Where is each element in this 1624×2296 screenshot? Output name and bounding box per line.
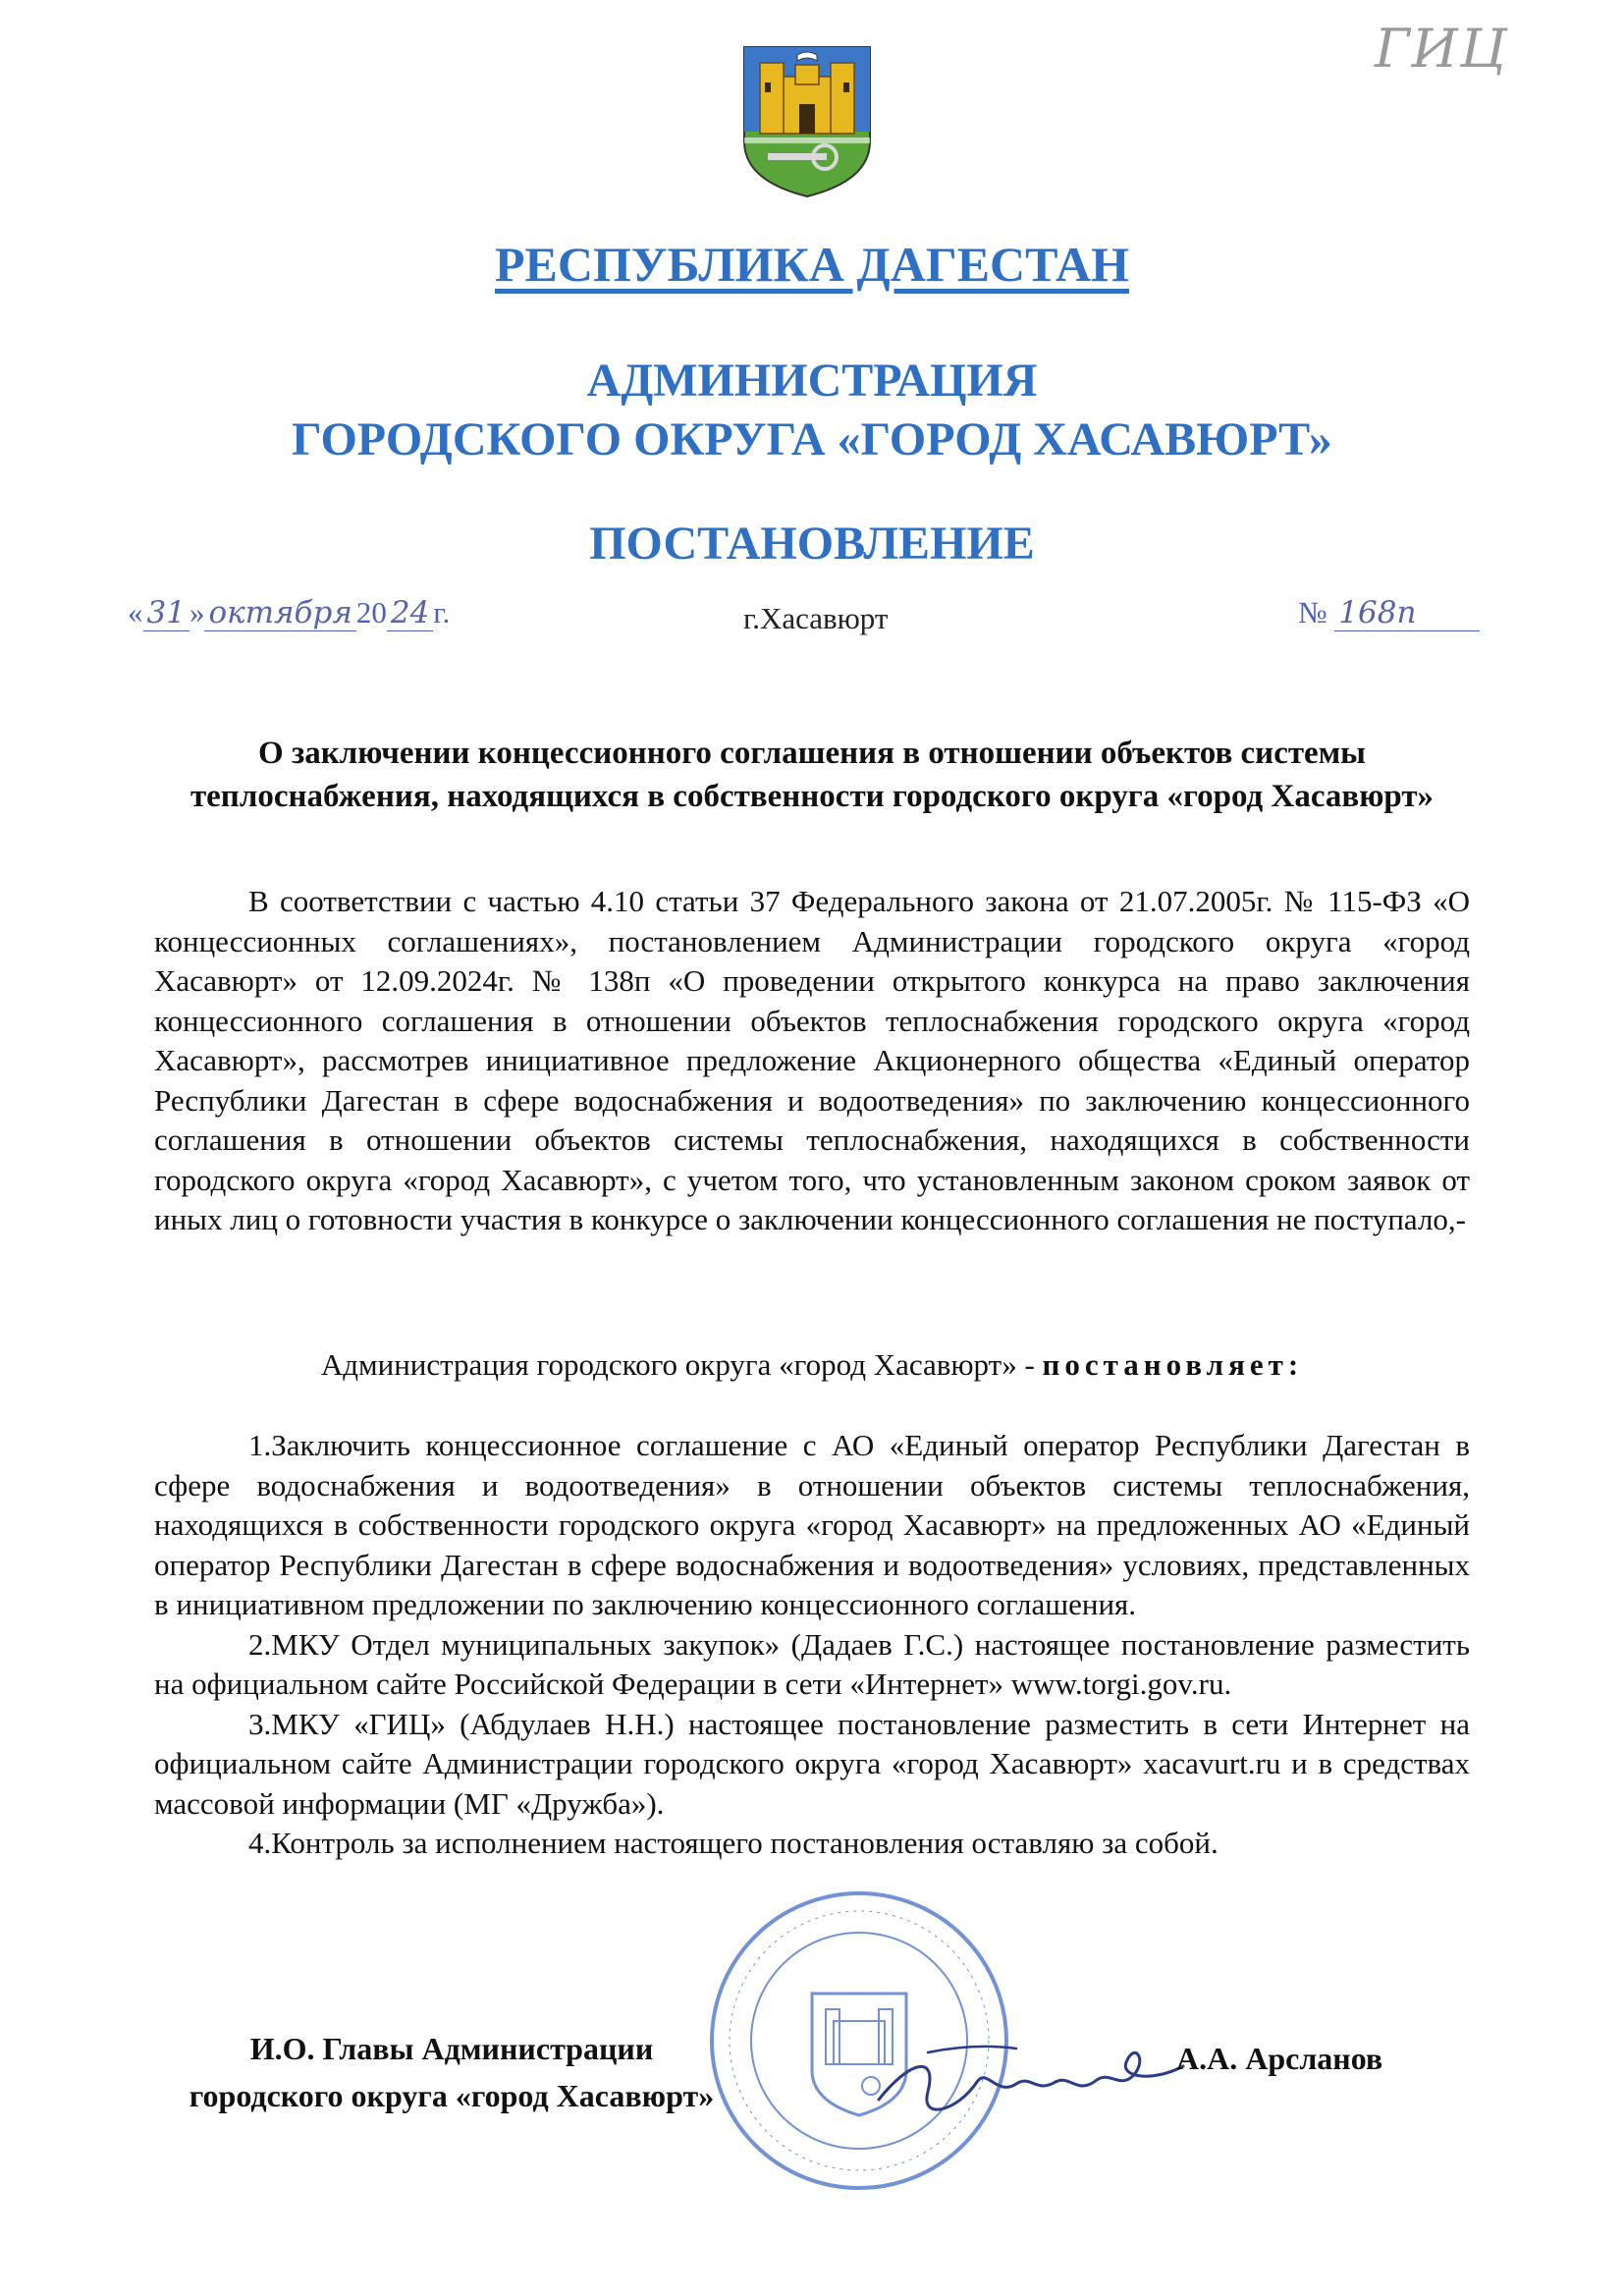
corner-handwritten-mark: ГИЦ	[1375, 18, 1508, 80]
document-type-heading: ПОСТАНОВЛЕНИЕ	[589, 518, 1035, 570]
republic-heading: РЕСПУБЛИКА ДАГЕСТАН	[494, 237, 1130, 292]
resolution-item: 4.Контроль за исполнением настоящего постановления оставляю за собой.	[248, 1826, 1218, 1860]
handwritten-signature	[869, 2023, 1193, 2131]
document-date	[128, 595, 450, 631]
document-title	[137, 732, 1487, 818]
city-coat-of-arms-icon	[738, 43, 876, 198]
resolution-items	[154, 1426, 1470, 1864]
signatory-position-line2: городского округа «город Хасавюрт»	[189, 2078, 715, 2113]
document-number	[1298, 595, 1480, 631]
title-line1: О заключении концессионного соглашения в отношении объектов системы	[258, 736, 1366, 771]
document-city: г.Хасавюрт	[743, 601, 889, 635]
date-open-quote: «	[128, 595, 143, 629]
date-year-tail: г.	[433, 595, 451, 629]
date-day: 31	[143, 595, 189, 631]
administration-heading-line2: ГОРОДСКОГО ОКРУГА «ГОРОД ХАСАВЮРТ»	[292, 413, 1332, 465]
resolution-intro	[154, 1345, 1470, 1386]
administration-heading-line1: АДМИНИСТРАЦИЯ	[586, 355, 1038, 407]
date-year-prefix: 20	[355, 595, 387, 629]
number-prefix: №	[1298, 595, 1327, 629]
preamble-paragraph: В соответствии с частью 4.10 статьи 37 Федерального закона от 21.07.2005г. № 115-ФЗ «О концессионных соглашениях», постановлением Администрации городского округа «город Хасавюрт» от 12.09.2024г. № 138п «О проведении открытого конкурса на право заключения концессионного соглашения в отношении объектов теплоснабжения городского округа «город Хасавюрт», рассмотрев инициативное предложение Акционерного общества «Единый оператор Республики Дагестан в сфере водоснабжения и водоотведения» по заключению концессионного соглашения в отношении объектов системы теплоснабжения, находящихся в собственности городского округа «город Хасавюрт», с учетом того, что установленным законом сроком заявок от иных лиц о готовности участия в конкурсе о заключении концессионного соглашения не поступало,-	[154, 884, 1470, 1236]
date-month: октября	[204, 595, 355, 631]
resolution-item: 2.МКУ Отдел муниципальных закупок» (Дадаев Г.С.) настоящее постановление разместить на официальном сайте Российской Федерации в сети «Интернет» www.torgi.gov.ru.	[154, 1626, 1470, 1701]
title-line2: теплоснабжения, находящихся в собственности городского округа «город Хасавюрт»	[189, 779, 1435, 814]
resolution-intro-text: Администрация городского округа «город Хасавюрт» -	[320, 1347, 1043, 1382]
date-close-quote: »	[189, 595, 205, 629]
signatory-position-line1: И.О. Главы Администрации	[249, 2031, 654, 2066]
resolution-item: 3.МКУ «ГИЦ» (Абдулаев Н.Н.) настоящее постановление разместить в сети Интернет на официальном сайте Администрации городского округа «город Хасавюрт» xacavurt.ru и в средствах массовой информации (МГ «Дружба»).	[154, 1706, 1470, 1821]
resolution-item: 1.Заключить концессионное соглашение с АО «Единый оператор Республики Дагестан в сфере водоснабжения и водоотведения» в отношении объектов системы теплоснабжения, находящихся в собственности городского округа «город Хасавюрт» на предложенных АО «Единый оператор Республики Дагестан в сфере водоснабжения и водоотведения» условиях, представленных в инициативном предложении по заключению концессионного соглашения.	[154, 1428, 1470, 1621]
number-value: 168п	[1334, 595, 1480, 631]
date-year-suffix: 24	[387, 595, 433, 631]
signatory-position	[157, 2025, 746, 2119]
resolution-verb: постановляет:	[1042, 1347, 1304, 1382]
signatory-name: А.А. Арсланов	[1176, 2041, 1383, 2076]
